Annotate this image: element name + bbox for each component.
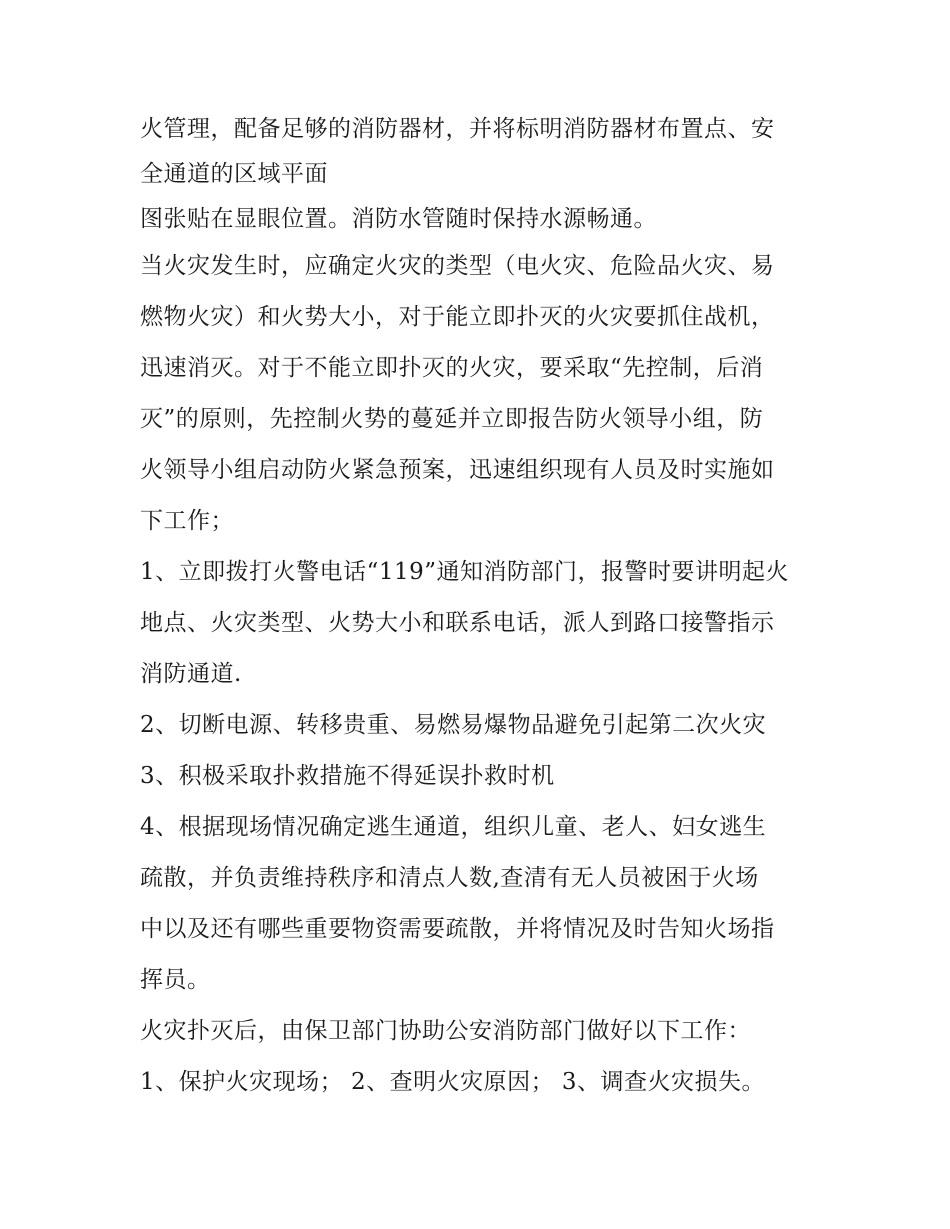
text-line: 1、立即拨打火警电话“119”通知消防部门，报警时要讲明起火 — [140, 559, 790, 585]
document-body — [140, 104, 830, 1108]
text-line: 图张贴在显眼位置。消防水管随时保持水源畅通。 — [140, 206, 657, 232]
text-line: 4、根据现场情况确定逃生通道，组织儿童、老人、妇女逃生 — [140, 814, 767, 840]
text-line: 挥员。 — [140, 967, 211, 993]
text-line: 消防通道. — [140, 661, 242, 687]
text-line: 火管理，配备足够的消防器材，并将标明消防器材布置点、安 — [140, 116, 775, 142]
text-line: 燃物火灾）和火势大小，对于能立即扑灭的火灾要抓住战机， — [140, 304, 775, 330]
text-line: 全通道的区域平面 — [140, 161, 328, 187]
text-line: 当火灾发生时，应确定火灾的类型（电火灾、危险品火灾、易 — [140, 253, 775, 279]
text-line: 迅速消灭。对于不能立即扑灭的火灾，要采取“先控制，后消 — [140, 355, 764, 381]
text-line: 2、切断电源、转移贵重、易燃易爆物品避免引起第二次火灾 — [140, 712, 767, 738]
text-line: 1、保护火灾现场； 2、查明火灾原因； 3、调查火灾损失。 — [140, 1069, 766, 1095]
text-line: 灭”的原则，先控制火势的蔓延并立即报告防火领导小组，防 — [140, 406, 764, 432]
text-line: 中以及还有哪些重要物资需要疏散，并将情况及时告知火场指 — [140, 916, 775, 942]
text-line: 3、积极采取扑救措施不得延误扑救时机 — [140, 763, 555, 789]
text-line: 火领导小组启动防火紧急预案，迅速组织现有人员及时实施如 — [140, 457, 775, 483]
text-line: 疏散，并负责维持秩序和清点人数,查清有无人员被困于火场 — [140, 865, 759, 891]
text-line: 火灾扑灭后，由保卫部门协助公安消防部门做好以下工作： — [140, 1018, 751, 1044]
text-line: 下工作； — [140, 508, 234, 534]
text-line: 地点、火灾类型、火势大小和联系电话，派人到路口接警指示 — [140, 610, 775, 636]
